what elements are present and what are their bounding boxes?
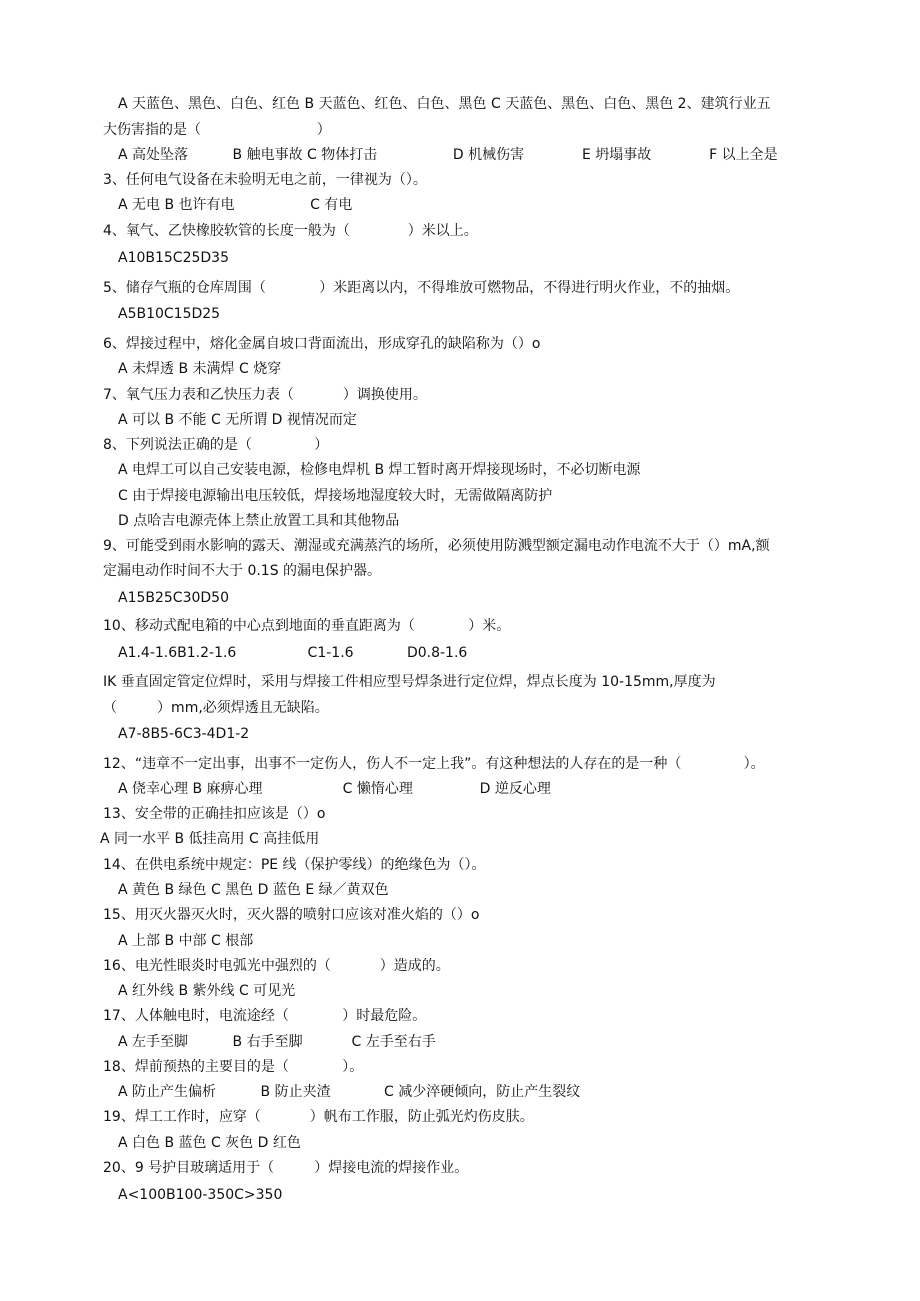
option-line: A 高处坠落 B 触电事故 C 物体打击 D 机械伤害 E 坍塌事故 F 以上全是 (118, 147, 778, 163)
question-text: 9、可能受到雨水影响的露天、潮湿或充满蒸汽的场所，必须使用防溅型额定漏电动作电流不大于（）mA,额 (103, 538, 770, 554)
option-line: A 电焊工可以自己安装电源，检修电焊机 B 焊工暂时离开焊接现场时，不必切断电源 (118, 462, 641, 478)
question-text: 7、氧气压力表和乙快压力表（ ）调换使用。 (103, 387, 427, 403)
question-text: 5、储存气瓶的仓库周围（ ）米距离以内，不得堆放可燃物品，不得进行明火作业，不的抽烟。 (103, 280, 740, 296)
option-line: C 由于焊接电源输出电压较低，焊接场地湿度较大时，无需做隔离防护 (118, 488, 553, 504)
option-line: A<100B100-350C>350 (118, 1187, 283, 1203)
option-line: A 天蓝色、黑色、白色、红色 B 天蓝色、红色、白色、黑色 C 天蓝色、黑色、白色、黑色 2、建筑行业五 (118, 96, 771, 112)
question-text: 3、任何电气设备在未验明无电之前，一律视为（）。 (103, 172, 427, 188)
question-text: 13、安全带的正确挂扣应该是（）o (103, 806, 326, 822)
question-text: 15、用灭火器灭火时，灭火器的喷射口应该对准火焰的（）o (103, 907, 480, 923)
option-line: A7-8B5-6C3-4D1-2 (118, 726, 250, 742)
question-text: 定漏电动作时间不大于 0.1S 的漏电保护器。 (103, 563, 382, 579)
question-text: IK 垂直固定管定位焊时，采用与焊接工件相应型号焊条进行定位焊，焊点长度为 10-15mm,厚度为 (103, 674, 716, 690)
option-line: A 无电 B 也许有电 C 有电 (118, 197, 353, 213)
question-text: 10、移动式配电箱的中心点到地面的垂直距离为（ ）米。 (103, 618, 511, 634)
option-line: A 侥幸心理 B 麻痹心理 C 懒惰心理 D 逆反心理 (118, 781, 551, 797)
question-text: 14、在供电系统中规定：PE 线（保护零线）的绝缘色为（）。 (103, 857, 486, 873)
option-line: A 同一水平 B 低挂高用 C 高挂低用 (100, 831, 320, 847)
option-line: A 黄色 B 绿色 C 黑色 D 蓝色 E 绿／黄双色 (118, 882, 389, 898)
option-line: A 红外线 B 紫外线 C 可见光 (118, 983, 296, 999)
option-line: A15B25C30D50 (118, 590, 229, 606)
option-line: A5B10C15D25 (118, 306, 221, 322)
question-text: 17、人体触电时，电流途经（ ）时最危险。 (103, 1008, 427, 1024)
question-text: 19、焊工工作时，应穿（ ）帆布工作服，防止弧光灼伤皮肤。 (103, 1109, 534, 1125)
option-line: A 上部 B 中部 C 根部 (118, 933, 254, 949)
option-line: A 防止产生偏析 B 防止夹渣 C 减少淬硬倾向，防止产生裂纹 (118, 1084, 581, 1100)
question-text: 6、焊接过程中，熔化金属自坡口背面流出，形成穿孔的缺陷称为（）o (103, 336, 541, 352)
option-line: A 白色 B 蓝色 C 灰色 D 红色 (118, 1135, 301, 1151)
question-text: （ ）mm,必须焊透且无缺陷。 (103, 700, 329, 716)
option-line: A1.4-1.6B1.2-1.6 C1-1.6 D0.8-1.6 (118, 645, 468, 661)
question-text: 16、电光性眼炎时电弧光中强烈的（ ）造成的。 (103, 958, 450, 974)
question-text: 8、下列说法正确的是（ ） (103, 437, 329, 453)
option-line: A 可以 B 不能 C 无所谓 D 视情况而定 (118, 412, 357, 428)
option-line: A 左手至脚 B 右手至脚 C 左手至右手 (118, 1034, 436, 1050)
question-text: 4、氧气、乙快橡胶软管的长度一般为（ ）米以上。 (103, 223, 478, 239)
option-line: A10B15C25D35 (118, 250, 229, 266)
question-text: 20、9 号护目玻璃适用于（ ）焊接电流的焊接作业。 (103, 1160, 469, 1176)
option-line: D 点哈吉电源壳体上禁止放置工具和其他物品 (118, 513, 400, 529)
option-line: A 未焊透 B 未满焊 C 烧穿 (118, 361, 282, 377)
question-text: 18、焊前预热的主要目的是（ ）。 (103, 1059, 364, 1075)
question-text: 12、“违章不一定出事，出事不一定伤人，伤人不一定上我”。有这种想法的人存在的是一种（ ）。 (103, 756, 765, 772)
question-text: 大伤害指的是（ ） (103, 122, 331, 138)
